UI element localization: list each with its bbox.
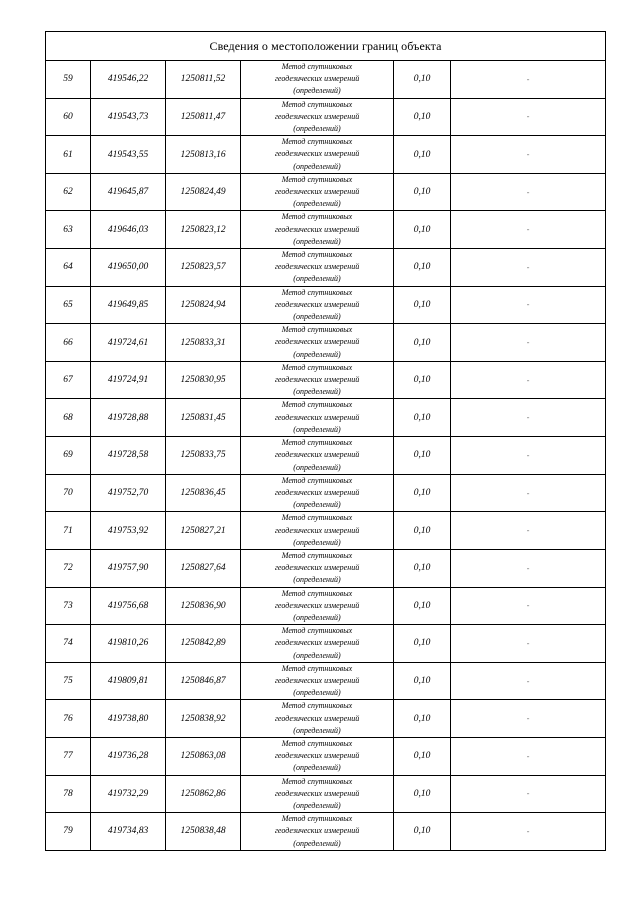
method-line: (определений) (293, 236, 341, 246)
method-line: Метод спутниковых (281, 325, 353, 335)
method-cell (241, 399, 394, 437)
accuracy-cell: 0,10 (394, 211, 451, 249)
table-row (46, 737, 606, 775)
method-line: (определений) (293, 688, 341, 698)
method-line: (определений) (293, 124, 341, 134)
point-number-cell: 61 (46, 136, 91, 174)
method-line: Метод спутниковых (281, 475, 353, 485)
method-cell (241, 361, 394, 399)
accuracy-cell: 0,10 (394, 249, 451, 287)
accuracy-cell: 0,10 (394, 286, 451, 324)
method-line: (определений) (293, 575, 341, 585)
coordinate-x-cell: 419752,70 (91, 474, 166, 512)
accuracy-cell: 0,10 (394, 775, 451, 813)
description-cell: - (451, 662, 606, 700)
description-cell: - (451, 98, 606, 136)
table-row (46, 512, 606, 550)
table-row (46, 61, 606, 99)
coordinate-y-cell: 1250827,64 (166, 549, 241, 587)
method-line: геодезических измерений (274, 600, 360, 610)
coordinate-x-cell: 419724,91 (91, 361, 166, 399)
coordinate-x-cell: 419645,87 (91, 173, 166, 211)
method-line: геодезических измерений (274, 412, 360, 422)
method-line: Метод спутниковых (281, 174, 353, 184)
method-line: геодезических измерений (274, 375, 360, 385)
method-line: геодезических измерений (274, 751, 360, 761)
coordinate-y-cell: 1250846,87 (166, 662, 241, 700)
description-cell: - (451, 625, 606, 663)
method-cell (241, 324, 394, 362)
point-number-cell: 60 (46, 98, 91, 136)
description-cell: - (451, 249, 606, 287)
coordinate-x-cell: 419757,90 (91, 549, 166, 587)
method-cell (241, 136, 394, 174)
point-number-cell: 75 (46, 662, 91, 700)
method-cell (241, 61, 394, 99)
method-line: (определений) (293, 612, 341, 622)
description-cell: - (451, 737, 606, 775)
method-cell (241, 437, 394, 475)
method-cell (241, 249, 394, 287)
coordinate-x-cell: 419728,58 (91, 437, 166, 475)
method-line: геодезических измерений (274, 826, 360, 836)
method-line: геодезических измерений (274, 187, 360, 197)
description-cell: - (451, 587, 606, 625)
method-line: геодезических измерений (274, 487, 360, 497)
coordinate-y-cell: 1250833,75 (166, 437, 241, 475)
method-cell (241, 98, 394, 136)
section-title: Сведения о местоположении границ объекта (46, 32, 606, 61)
coordinate-x-cell: 419728,88 (91, 399, 166, 437)
point-number-cell: 77 (46, 737, 91, 775)
method-cell (241, 549, 394, 587)
coordinate-y-cell: 1250863,08 (166, 737, 241, 775)
coordinate-x-cell: 419756,68 (91, 587, 166, 625)
accuracy-cell: 0,10 (394, 98, 451, 136)
method-line: Метод спутниковых (281, 137, 353, 147)
coordinate-x-cell: 419738,80 (91, 700, 166, 738)
table-row (46, 549, 606, 587)
method-line: Метод спутниковых (281, 776, 353, 786)
method-line: (определений) (293, 725, 341, 735)
method-line: Метод спутниковых (281, 62, 353, 71)
coordinate-y-cell: 1250813,16 (166, 136, 241, 174)
coordinate-y-cell: 1250811,52 (166, 61, 241, 99)
coordinate-y-cell: 1250838,92 (166, 700, 241, 738)
point-number-cell: 63 (46, 211, 91, 249)
coordinate-x-cell: 419724,61 (91, 324, 166, 362)
description-cell: - (451, 549, 606, 587)
point-number-cell: 59 (46, 61, 91, 99)
table-row (46, 211, 606, 249)
coordinate-y-cell: 1250833,31 (166, 324, 241, 362)
table-row (46, 587, 606, 625)
description-cell: - (451, 474, 606, 512)
method-line: Метод спутниковых (281, 438, 353, 448)
point-number-cell: 74 (46, 625, 91, 663)
point-number-cell: 79 (46, 813, 91, 851)
accuracy-cell: 0,10 (394, 512, 451, 550)
point-number-cell: 70 (46, 474, 91, 512)
method-line: Метод спутниковых (281, 400, 353, 410)
table-row (46, 286, 606, 324)
method-line: Метод спутниковых (281, 626, 353, 636)
coordinate-x-cell: 419753,92 (91, 512, 166, 550)
table-title-row (46, 32, 606, 61)
coordinate-x-cell: 419646,03 (91, 211, 166, 249)
table-row (46, 813, 606, 851)
method-line: Метод спутниковых (281, 513, 353, 523)
method-line: Метод спутниковых (281, 701, 353, 711)
accuracy-cell: 0,10 (394, 61, 451, 99)
point-number-cell: 69 (46, 437, 91, 475)
coordinate-x-cell: 419543,73 (91, 98, 166, 136)
description-cell: - (451, 173, 606, 211)
table-row (46, 324, 606, 362)
method-line: (определений) (293, 312, 341, 322)
table-row (46, 136, 606, 174)
description-cell: - (451, 775, 606, 813)
table-row (46, 361, 606, 399)
method-line: Метод спутниковых (281, 588, 353, 598)
method-line: (определений) (293, 349, 341, 359)
method-line: геодезических измерений (274, 149, 360, 159)
point-number-cell: 66 (46, 324, 91, 362)
description-cell: - (451, 286, 606, 324)
method-line: Метод спутниковых (281, 738, 353, 748)
coordinate-x-cell: 419546,22 (91, 61, 166, 99)
coordinate-y-cell: 1250823,57 (166, 249, 241, 287)
accuracy-cell: 0,10 (394, 324, 451, 362)
accuracy-cell: 0,10 (394, 474, 451, 512)
coordinate-x-cell: 419732,29 (91, 775, 166, 813)
method-line: геодезических измерений (274, 713, 360, 723)
method-line: геодезических измерений (274, 675, 360, 685)
method-line: (определений) (293, 500, 341, 510)
boundary-points-table (45, 31, 606, 851)
point-number-cell: 68 (46, 399, 91, 437)
accuracy-cell: 0,10 (394, 737, 451, 775)
accuracy-cell: 0,10 (394, 625, 451, 663)
coordinate-y-cell: 1250862,86 (166, 775, 241, 813)
description-cell: - (451, 361, 606, 399)
accuracy-cell: 0,10 (394, 549, 451, 587)
accuracy-cell: 0,10 (394, 700, 451, 738)
description-cell: - (451, 512, 606, 550)
method-cell (241, 474, 394, 512)
method-line: геодезических измерений (274, 563, 360, 573)
method-line: (определений) (293, 274, 341, 284)
method-line: Метод спутниковых (281, 99, 353, 109)
method-line: (определений) (293, 537, 341, 547)
coordinate-x-cell: 419649,85 (91, 286, 166, 324)
coordinate-y-cell: 1250831,45 (166, 399, 241, 437)
table-row (46, 98, 606, 136)
accuracy-cell: 0,10 (394, 662, 451, 700)
method-line: Метод спутниковых (281, 250, 353, 260)
table-row (46, 625, 606, 663)
point-number-cell: 71 (46, 512, 91, 550)
document-page (45, 31, 605, 851)
point-number-cell: 73 (46, 587, 91, 625)
coordinate-y-cell: 1250836,90 (166, 587, 241, 625)
table-row (46, 399, 606, 437)
accuracy-cell: 0,10 (394, 399, 451, 437)
description-cell: - (451, 136, 606, 174)
method-line: Метод спутниковых (281, 287, 353, 297)
description-cell: - (451, 700, 606, 738)
method-line: (определений) (293, 424, 341, 434)
table-row (46, 437, 606, 475)
point-number-cell: 72 (46, 549, 91, 587)
method-cell (241, 587, 394, 625)
accuracy-cell: 0,10 (394, 361, 451, 399)
method-line: Метод спутниковых (281, 550, 353, 560)
method-cell (241, 286, 394, 324)
description-cell: - (451, 813, 606, 851)
coordinate-x-cell: 419650,00 (91, 249, 166, 287)
method-line: геодезических измерений (274, 111, 360, 121)
method-cell (241, 512, 394, 550)
coordinate-y-cell: 1250842,89 (166, 625, 241, 663)
coordinate-y-cell: 1250811,47 (166, 98, 241, 136)
description-cell: - (451, 324, 606, 362)
point-number-cell: 64 (46, 249, 91, 287)
method-line: (определений) (293, 161, 341, 171)
method-line: (определений) (293, 199, 341, 209)
method-cell (241, 662, 394, 700)
method-line: геодезических измерений (274, 262, 360, 272)
table-row (46, 474, 606, 512)
method-line: (определений) (293, 86, 341, 96)
description-cell: - (451, 61, 606, 99)
method-line: геодезических измерений (274, 788, 360, 798)
accuracy-cell: 0,10 (394, 136, 451, 174)
method-cell (241, 813, 394, 851)
method-cell (241, 211, 394, 249)
coordinate-y-cell: 1250836,45 (166, 474, 241, 512)
point-number-cell: 78 (46, 775, 91, 813)
method-line: (определений) (293, 763, 341, 773)
accuracy-cell: 0,10 (394, 173, 451, 211)
method-line: (определений) (293, 462, 341, 472)
coordinate-y-cell: 1250827,21 (166, 512, 241, 550)
method-line: Метод спутниковых (281, 663, 353, 673)
method-line: геодезических измерений (274, 525, 360, 535)
point-number-cell: 76 (46, 700, 91, 738)
method-line: (определений) (293, 800, 341, 810)
table-row (46, 249, 606, 287)
coordinate-x-cell: 419809,81 (91, 662, 166, 700)
accuracy-cell: 0,10 (394, 587, 451, 625)
method-line: геодезических измерений (274, 299, 360, 309)
description-cell: - (451, 211, 606, 249)
point-number-cell: 67 (46, 361, 91, 399)
method-line: Метод спутниковых (281, 212, 353, 222)
coordinate-x-cell: 419543,55 (91, 136, 166, 174)
method-line: Метод спутниковых (281, 362, 353, 372)
table-row (46, 775, 606, 813)
coordinate-x-cell: 419736,28 (91, 737, 166, 775)
coordinate-y-cell: 1250830,95 (166, 361, 241, 399)
coordinate-y-cell: 1250838,48 (166, 813, 241, 851)
table-row (46, 173, 606, 211)
method-cell (241, 737, 394, 775)
method-line: Метод спутниковых (281, 814, 353, 824)
method-line: (определений) (293, 838, 341, 848)
method-line: геодезических измерений (274, 337, 360, 347)
method-cell (241, 625, 394, 663)
table-row (46, 662, 606, 700)
method-cell (241, 775, 394, 813)
method-line: (определений) (293, 387, 341, 397)
coordinate-y-cell: 1250824,49 (166, 173, 241, 211)
table-row (46, 700, 606, 738)
coordinate-y-cell: 1250823,12 (166, 211, 241, 249)
method-cell (241, 173, 394, 211)
method-line: геодезических измерений (274, 638, 360, 648)
accuracy-cell: 0,10 (394, 813, 451, 851)
method-line: геодезических измерений (274, 224, 360, 234)
coordinate-y-cell: 1250824,94 (166, 286, 241, 324)
point-number-cell: 65 (46, 286, 91, 324)
description-cell: - (451, 437, 606, 475)
coordinate-x-cell: 419734,83 (91, 813, 166, 851)
accuracy-cell: 0,10 (394, 437, 451, 475)
point-number-cell: 62 (46, 173, 91, 211)
method-line: геодезических измерений (274, 450, 360, 460)
method-line: геодезических измерений (274, 74, 360, 84)
method-line: (определений) (293, 650, 341, 660)
method-cell (241, 700, 394, 738)
coordinate-x-cell: 419810,26 (91, 625, 166, 663)
description-cell: - (451, 399, 606, 437)
